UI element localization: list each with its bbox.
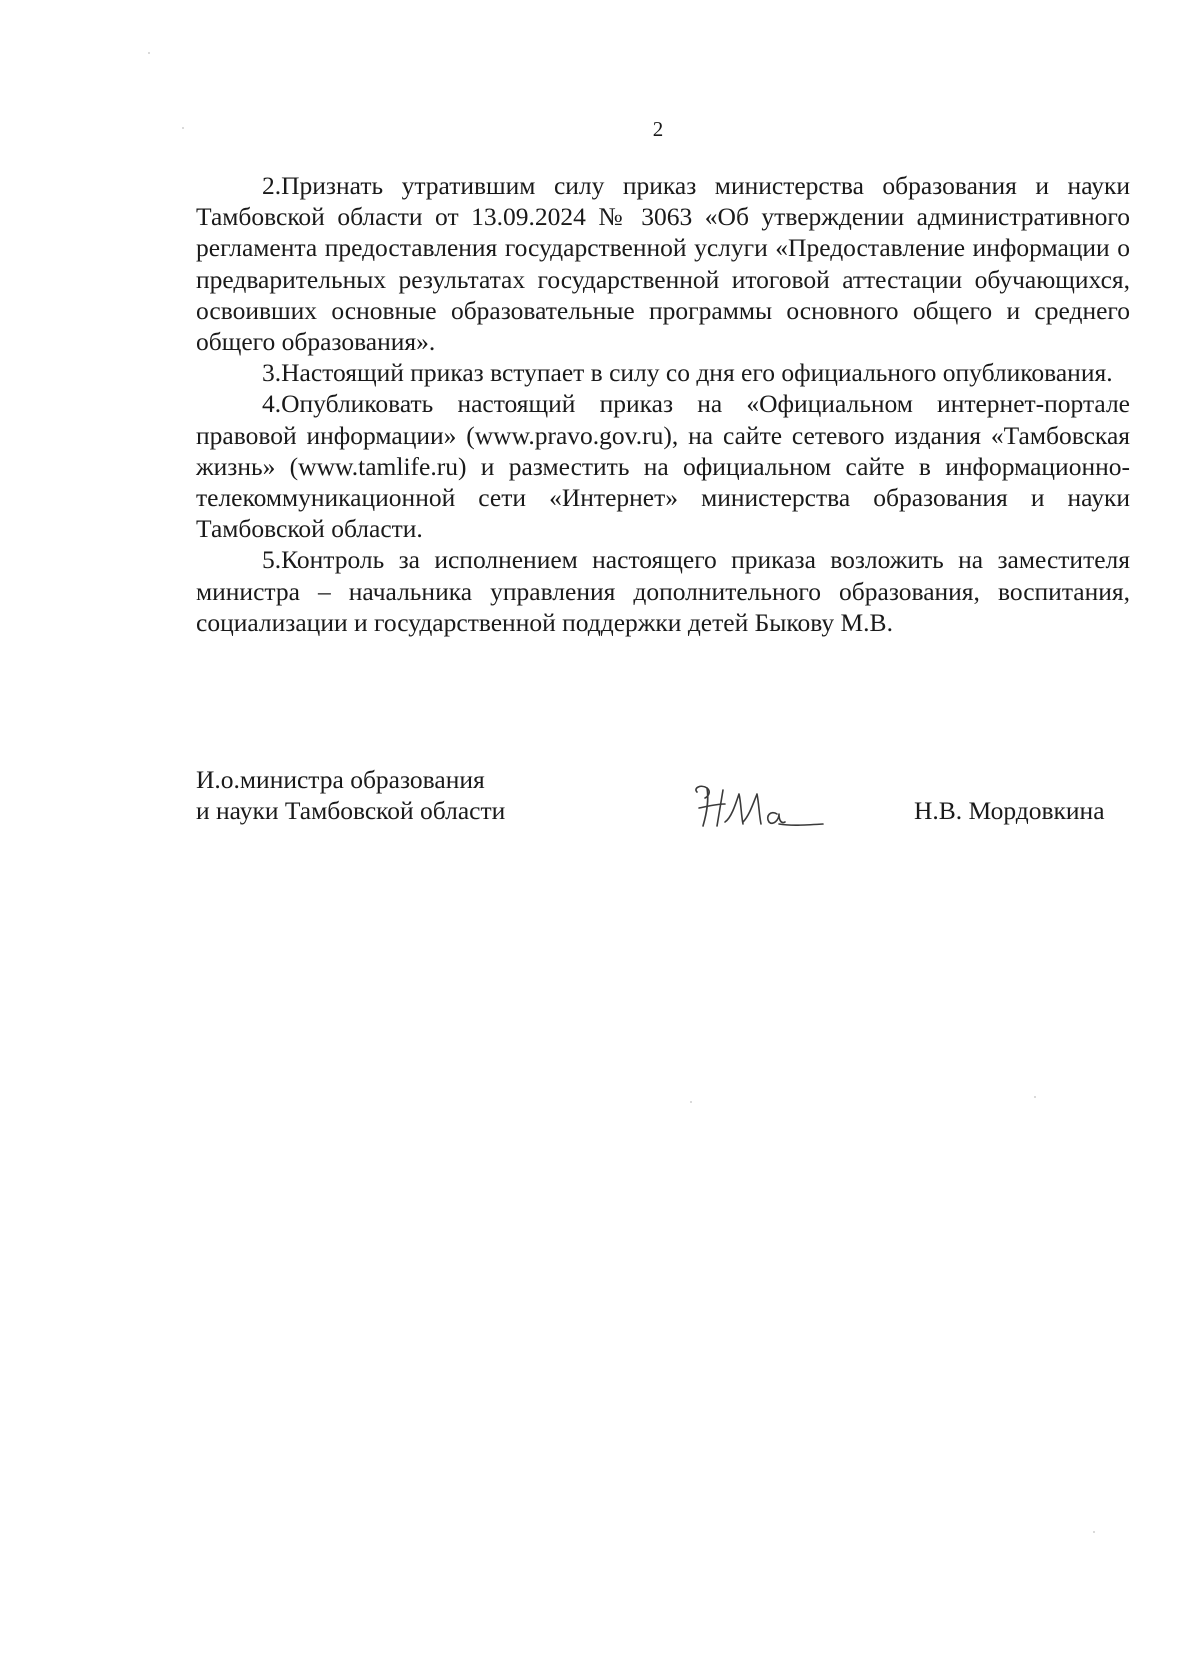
signer-title-line-1: И.о.министра образования [196,765,485,794]
signer-name: Н.В. Мордовкина [914,796,1105,825]
paragraph-5: 5.Контроль за исполнением настоящего приказа возложить на заместителя министра – начальника управления дополнительного образования, воспитания, социализации и государственной поддержки детей Быкову М.В. [196,545,1130,637]
scan-speck [182,127,184,129]
scan-speck [690,1101,692,1103]
signer-title [196,764,505,826]
paragraph-2: 2.Признать утратившим силу приказ министерства образования и науки Тамбовской области от 13.09.2024 № 3063 «Об утверждении административного регламента предоставления государственной услуги «Предоставление информации о предварительных результатах государственной итоговой аттестации обучающихся, освоивших основные образовательные программы основного общего и среднего общего образования». [196,171,1130,357]
paragraph-4: 4.Опубликовать настоящий приказ на «Официальном интернет-портале правовой информации» (www.pravo.gov.ru), на сайте сетевого издания «Тамбовская жизнь» (www.tamlife.ru) и разместить на официальном сайте в информационно-телекоммуникационной сети «Интернет» министерства образования и науки Тамбовской области. [196,389,1130,544]
scan-speck [1034,1096,1036,1098]
scan-speck [1093,1531,1095,1533]
handwritten-signature [691,782,831,836]
signer-title-line-2: и науки Тамбовской области [196,796,506,825]
paragraph-3: 3.Настоящий приказ вступает в силу со дня его официального опубликования. [262,358,1113,388]
document-body [196,170,1130,638]
signature-block [196,764,1130,834]
scan-speck [148,52,150,54]
page-number: 2 [652,117,664,141]
